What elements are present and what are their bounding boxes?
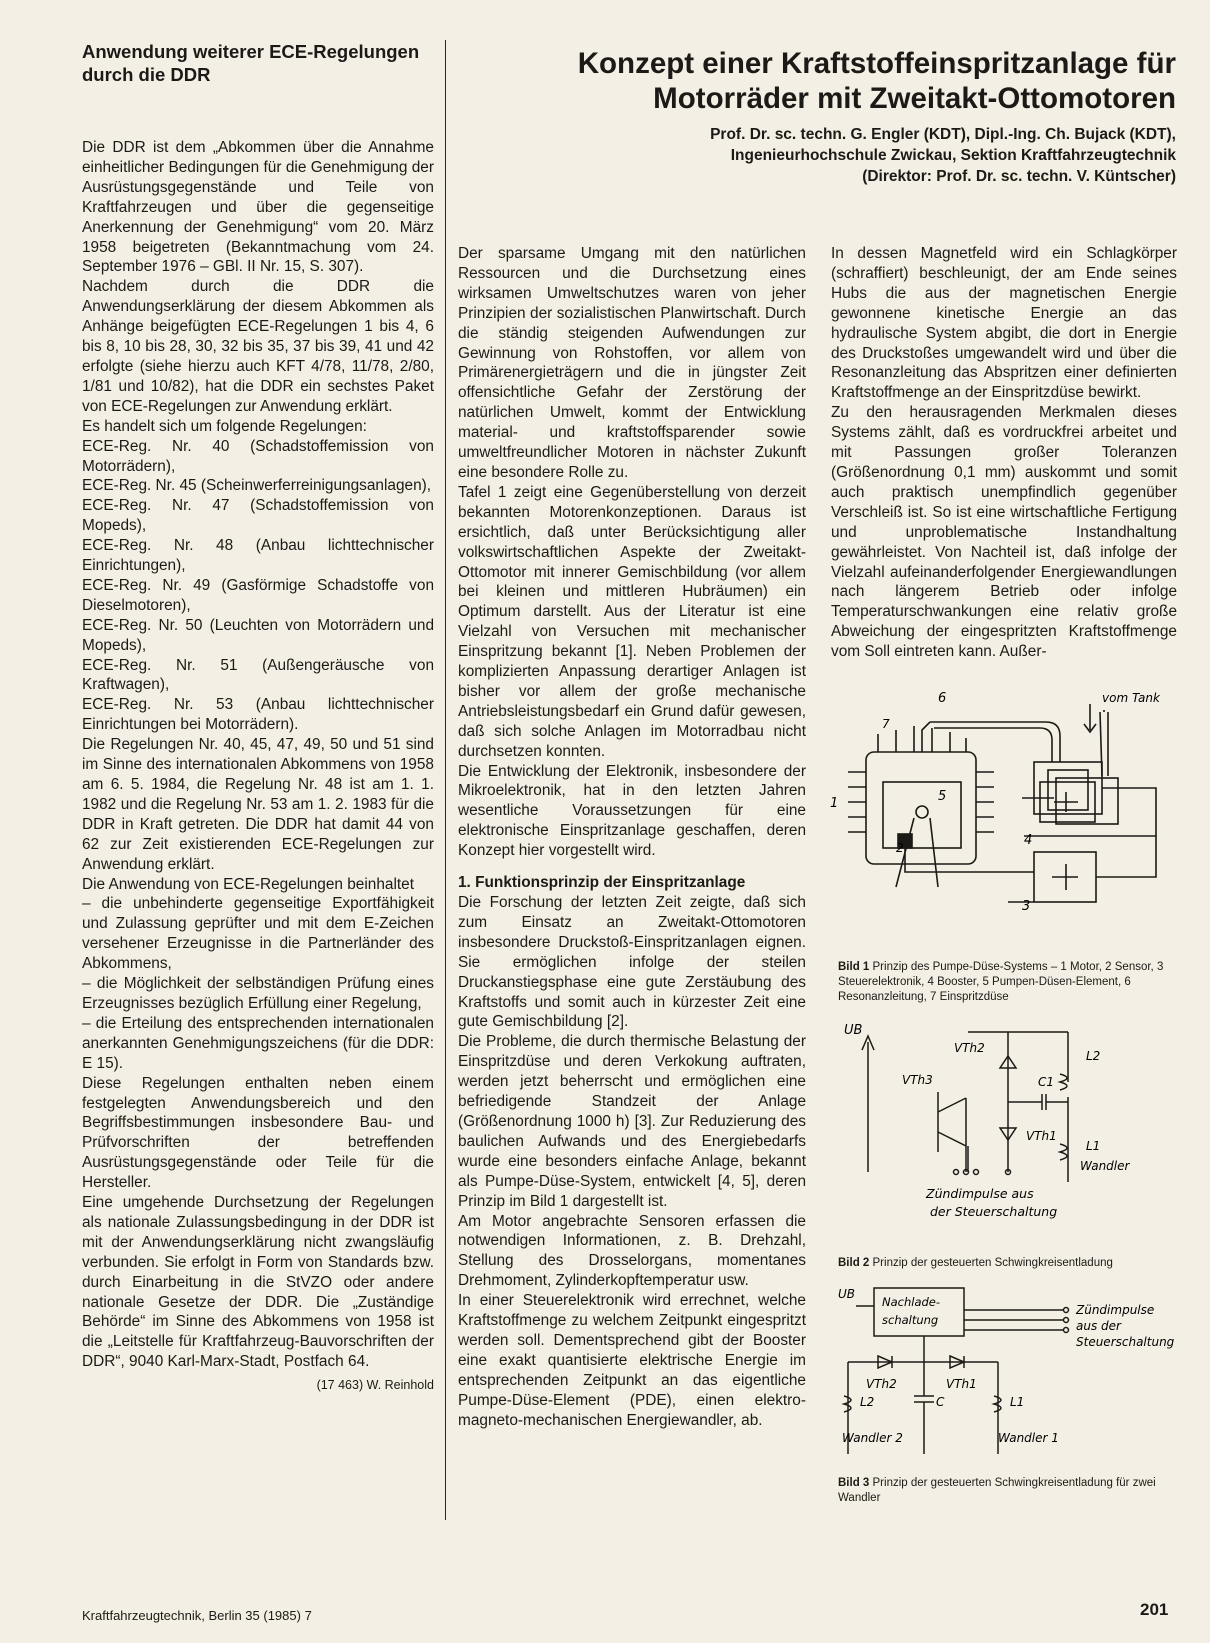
figure-1-caption-label: Bild 1: [838, 961, 870, 973]
figure-2-circuit: [838, 1022, 1178, 1252]
paragraph: In einer Steuerelektronik wird errechnet, welche Kraftstoffmenge zu welchem Zeitpunkt eingespritzt werden soll. Dementsprechend gibt der Booster eine exakt quantisierte elektrische Energie im entsprechenden Zeitpunkt an das eigentliche Pumpe-Düse-Element (PDE), einen elektro-magneto-mechanischen Energiewandler, ab.: [458, 1292, 806, 1429]
fig1-label-2: 2: [896, 841, 904, 855]
fig2-wandler: Wandler: [1080, 1159, 1130, 1173]
paragraph: Nachdem durch die DDR die Anwendungserklärung der diesem Abkommen als Anhänge beigefügten ECE-Regelungen 1 bis 4, 6 bis 8, 10 bis 28, 30, 32 bis 35, 37 bis 39, 41 und 42 erfolgte (siehe hierzu auch KFT 4/78, 11/78, 2/80, 1/81 und 10/82), hat die DDR ein sechstes Paket von ECE-Regelungen zur Anwendung erklärt.: [82, 278, 434, 415]
figure-3-caption-text: Prinzip der gesteuerten Schwingkreisentladung für zwei Wandler: [838, 1477, 1156, 1504]
affiliation-line: Ingenieurhochschule Zwickau, Sektion Kraftfahrzeugtechnik: [730, 147, 1176, 164]
fig2-l1: L1: [1086, 1139, 1101, 1153]
paragraph: Die Anwendung von ECE-Regelungen beinhaltet: [82, 875, 414, 893]
fig2-c1: C1: [1038, 1075, 1055, 1089]
fig3-pulses-2: aus der: [1076, 1319, 1121, 1333]
section-body: [458, 893, 806, 1430]
fig3-ub: UB: [838, 1287, 856, 1301]
article-continuation: [831, 244, 1177, 662]
figure-3-caption-label: Bild 3: [838, 1477, 870, 1489]
paragraph: Es handelt sich um folgende Regelungen:: [82, 417, 367, 435]
sidebar-column: [82, 40, 434, 1396]
director-line: (Direktor: Prof. Dr. sc. techn. V. Küntscher): [862, 168, 1176, 185]
fig2-pulses-2: der Steuerschaltung: [930, 1204, 1058, 1219]
paragraph: ECE-Reg. Nr. 47 (Schadstoffemission von Mopeds),: [82, 497, 434, 535]
paragraph: ECE-Reg. Nr. 53 (Anbau lichttechnischer Einrichtungen bei Motorrädern).: [82, 696, 434, 734]
authors-line: Prof. Dr. sc. techn. G. Engler (KDT), Dipl.-Ing. Ch. Bujack (KDT),: [710, 126, 1176, 143]
figure-3-circuit: [838, 1284, 1178, 1474]
fig1-label-5: 5: [938, 789, 947, 804]
fig1-label-4: 4: [1024, 833, 1033, 848]
paragraph: – die unbehinderte gegenseitige Exportfähigkeit und Zulassung geprüfter und mit dem E-Zeichen versehener Erzeugnisse in die Partnerländer des Abkommens,: [82, 895, 434, 973]
fig2-vth2: VTh2: [954, 1041, 985, 1055]
paragraph: ECE-Reg. Nr. 48 (Anbau lichttechnischer Einrichtungen),: [82, 537, 434, 575]
paragraph: Der sparsame Umgang mit den natürlichen Ressourcen und die Durchsetzung eines wirksamen Umweltschutzes waren von jeher Prinzipien der sozialistischen Planwirtschaft. Durch die ständig steigenden Aufwendungen zur Gewinnung von Rohstoffen, vor allem von Primärenergieträgern und die in jüngster Zeit offensichtliche Gefahr der Zerstörung der natürlichen Umwelt, kommt der Entwicklung material- und kraftstoffsparender sowie umweltfreundlicher Motoren in nächster Zukunft eine besondere Rolle zu.: [458, 245, 806, 481]
page-number: 201: [1140, 1600, 1169, 1619]
sidebar-body: [82, 138, 434, 1372]
paragraph: In dessen Magnetfeld wird ein Schlagkörper (schraffiert) beschleunigt, der am Ende seines Hubs die aus der magnetischen Energie gewonnene kinetische Energie an das hydraulische System abgibt, die dort in Energie des Druckstoßes umgewandelt wird und über die Resonanzleitung das Abspritzen einer definierten Kraftstoffmenge an der Einspritzdüse bewirkt.: [831, 245, 1177, 402]
fig2-l2: L2: [1086, 1049, 1101, 1063]
sidebar-heading: Anwendung weiterer ECE-Regelungen durch die DDR: [82, 41, 420, 85]
paragraph: ECE-Reg. Nr. 50 (Leuchten von Motorrädern und Mopeds),: [82, 616, 434, 654]
sidebar-signature: (17 463) W. Reinhold: [316, 1378, 434, 1393]
fig1-inlet-label: vom Tank: [1102, 691, 1160, 705]
figure-2-caption: [838, 1256, 1178, 1271]
fig1-label-3: 3: [1022, 899, 1031, 914]
paragraph: Die Forschung der letzten Zeit zeigte, daß sich zum Einsatz an Zweitakt-Ottomotoren insbesondere Druckstoß-Einspritzanlagen eignen. Sie ermöglichen infolge der steilen Druckanstiegsphase eine gute Zerstäubung des Kraftstoffs und somit auch in kürzester Zeit eine gute Gemischbildung [2].: [458, 894, 806, 1031]
figure-1-diagram: [830, 691, 1178, 942]
paragraph: ECE-Reg. Nr. 45 (Scheinwerferreinigungsanlagen),: [82, 477, 432, 495]
fig3-l1: L1: [1010, 1395, 1025, 1409]
figure-3-caption: [838, 1476, 1178, 1506]
paragraph: Am Motor angebrachte Sensoren erfassen die notwendigen Informationen, z. B. Drehzahl, Stellung des Drosselorgans, momentanes Drehmoment, Zylinderkopftemperatur usw.: [458, 1212, 806, 1290]
fig3-wandler2: Wandler 2: [842, 1431, 903, 1445]
paragraph: Eine umgehende Durchsetzung der Regelungen als nationale Zulassungsbedingung in der DDR ist mit der Anwendungserklärung nicht zwangsläufig verbunden. Sie erfolgt in Form von Standards bzw. durch Einarbeitung in die StVZO oder andere nationale Gesetze der DDR. Die „Zuständige Behörde“ im Sinne des Abkommens von 1958 ist die „Leitstelle für Kraftfahrzeug-Bauvorschriften der DDR“, 9040 Karl-Marx-Stadt, Postfach 64.: [82, 1194, 434, 1371]
fig3-pulses-3: Steuerschaltung: [1076, 1335, 1175, 1349]
figure-1-caption: [838, 960, 1178, 1005]
fig2-vth1: VTh1: [1026, 1129, 1057, 1143]
fig1-label-6: 6: [938, 691, 947, 706]
article-column-3: [831, 244, 1177, 662]
paragraph: ECE-Reg. Nr. 51 (Außengeräusche von Kraftwagen),: [82, 656, 434, 694]
paragraph: Die Entwicklung der Elektronik, insbesondere der Mikroelektronik, hat in den letzten Jahren wesentliche Voraussetzungen für eine elektronische Einspritzanlage geschaffen, deren Konzept hier vorgestellt wird.: [458, 762, 806, 860]
paragraph: Zu den herausragenden Merkmalen dieses Systems zählt, daß es vordruckfrei arbeitet und mit Passungen großer Toleranzen (Größenordnung 0,1 mm) auskommt und somit auch praktisch unempfindlich gegenüber Verschleiß ist. So ist eine wirtschaftliche Fertigung und unproblematische Instandhaltung gewährleistet. Von Nachteil ist, daß infolge der Vielzahl aufeinanderfolgender Energiewandlungen nach längerem Betrieb oder infolge Temperaturschwankungen eine relativ große Abweichung der eingespritzten Kraftstoffmenge vom Soll eintreten kann. Außer-: [831, 404, 1177, 661]
figure-2-caption-label: Bild 2: [838, 1257, 870, 1269]
fig3-box-2: schaltung: [882, 1313, 939, 1327]
fig3-pulses-1: Zündimpulse: [1076, 1303, 1155, 1317]
section-heading: 1. Funktionsprinzip der Einspritzanlage: [458, 874, 746, 892]
fig3-c: C: [936, 1395, 945, 1409]
fig1-label-1: 1: [830, 796, 839, 811]
paragraph: ECE-Reg. Nr. 40 (Schadstoffemission von Motorrädern),: [82, 437, 434, 475]
fig3-box-1: Nachlade-: [882, 1295, 941, 1309]
column-divider: [445, 40, 446, 1520]
fig2-vth3: VTh3: [902, 1073, 933, 1087]
paragraph: – die Möglichkeit der selbständigen Prüfung eines Erzeugnisses bezüglich Erfüllung einer Regelung,: [82, 975, 434, 1012]
article-authors: [470, 124, 1176, 187]
paragraph: Die Probleme, die durch thermische Belastung der Einspritzdüse und deren Verkokung auftraten, werden jetzt beherrscht und ermöglichen eine befriedigende Standzeit der Anlage (Größenordnung 1000 h) [3]. Zur Reduzierung des baulichen Aufwands und des Energiebedarfs wurde eine besonders einfache Anlage, bekannt als Pumpe-Düse-System, entwickelt [4, 5], deren Prinzip im Bild 1 dargestellt ist.: [458, 1033, 806, 1210]
fig3-vth2: VTh2: [866, 1377, 897, 1391]
paragraph: Tafel 1 zeigt eine Gegenüberstellung von derzeit bekannten Motorenkonzeptionen. Daraus ist ersichtlich, daß unter Berücksichtigung aller volkswirtschaftlichen Aspekte der Zweitakt-Ottomotor mit innerer Gemischbildung (vor allem bei kleinen und mittleren Hubräumen) ein Optimum darstellt. Aus der Literatur ist eine Vielzahl von Versuchen mit mechanischer Einspritzung bekannt [1]. Neben Problemen der komplizierten Anpassung derartiger Anlagen ist bisher vor allem der große mechanische Antriebsleistungsbedarf ein Grund dafür gewesen, daß sich solche Anlagen im Motorradbau nicht durchsetzen konnten.: [458, 483, 806, 760]
fig1-label-7: 7: [882, 717, 890, 731]
fig3-l2: L2: [860, 1395, 875, 1409]
figure-1-caption-text: Prinzip des Pumpe-Düse-Systems – 1 Motor, 2 Sensor, 3 Steuerelektronik, 4 Booster, 5 Pumpen-Düsen-Element, 6 Resonanzleitung, 7 Einspritzdüse: [838, 961, 1164, 1003]
article-column-2: [458, 244, 806, 1430]
paragraph: Die DDR ist dem „Abkommen über die Annahme einheitlicher Bedingungen für die Genehmigung der Ausrüstungsgegenstände und Teile von Kraftfahrzeugen und über die gegenseitige Anerkennung der Genehmigung“ vom 20. März 1958 beigetreten (Bekanntmachung vom 24. September 1976 – GBl. II Nr. 15, S. 307).: [82, 139, 434, 276]
article-title: Konzept einer Kraftstoffeinspritzanlage für Motorräder mit Zweitakt-Ottomotoren: [577, 47, 1176, 115]
fig3-vth1: VTh1: [946, 1377, 977, 1391]
figure-2-caption-text: Prinzip der gesteuerten Schwingkreisentladung: [872, 1257, 1113, 1269]
paragraph: ECE-Reg. Nr. 49 (Gasförmige Schadstoffe von Dieselmotoren),: [82, 576, 434, 614]
journal-footer: Kraftfahrzeugtechnik, Berlin 35 (1985) 7: [82, 1608, 312, 1623]
fig2-pulses-1: Zündimpulse aus: [926, 1186, 1034, 1201]
paragraph: Diese Regelungen enthalten neben einem festgelegten Anwendungsbereich und den Begriffsbestimmungen insbesondere Bau- und Prüfvorschriften der betreffenden Ausrüstungsgegenstände oder Teile für die Hersteller.: [82, 1074, 434, 1192]
fig2-ub: UB: [844, 1023, 863, 1038]
article-intro: [458, 244, 806, 861]
paragraph: Die Regelungen Nr. 40, 45, 47, 49, 50 und 51 sind im Sinne des internationalen Abkommens von 1958 am 6. 5. 1984, die Regelung Nr. 48 ist am 1. 1. 1982 und die Regelung Nr. 53 am 1. 2. 1983 für die DDR in Kraft getreten. Die DDR hat damit 44 von 62 zur Zeit existierenden ECE-Regelungen zur Anwendung erklärt.: [82, 736, 434, 873]
fig3-wandler1: Wandler 1: [998, 1431, 1059, 1445]
paragraph: – die Erteilung des entsprechenden internationalen anerkannten Genehmigungszeichens (für die DDR: E 15).: [82, 1014, 434, 1072]
